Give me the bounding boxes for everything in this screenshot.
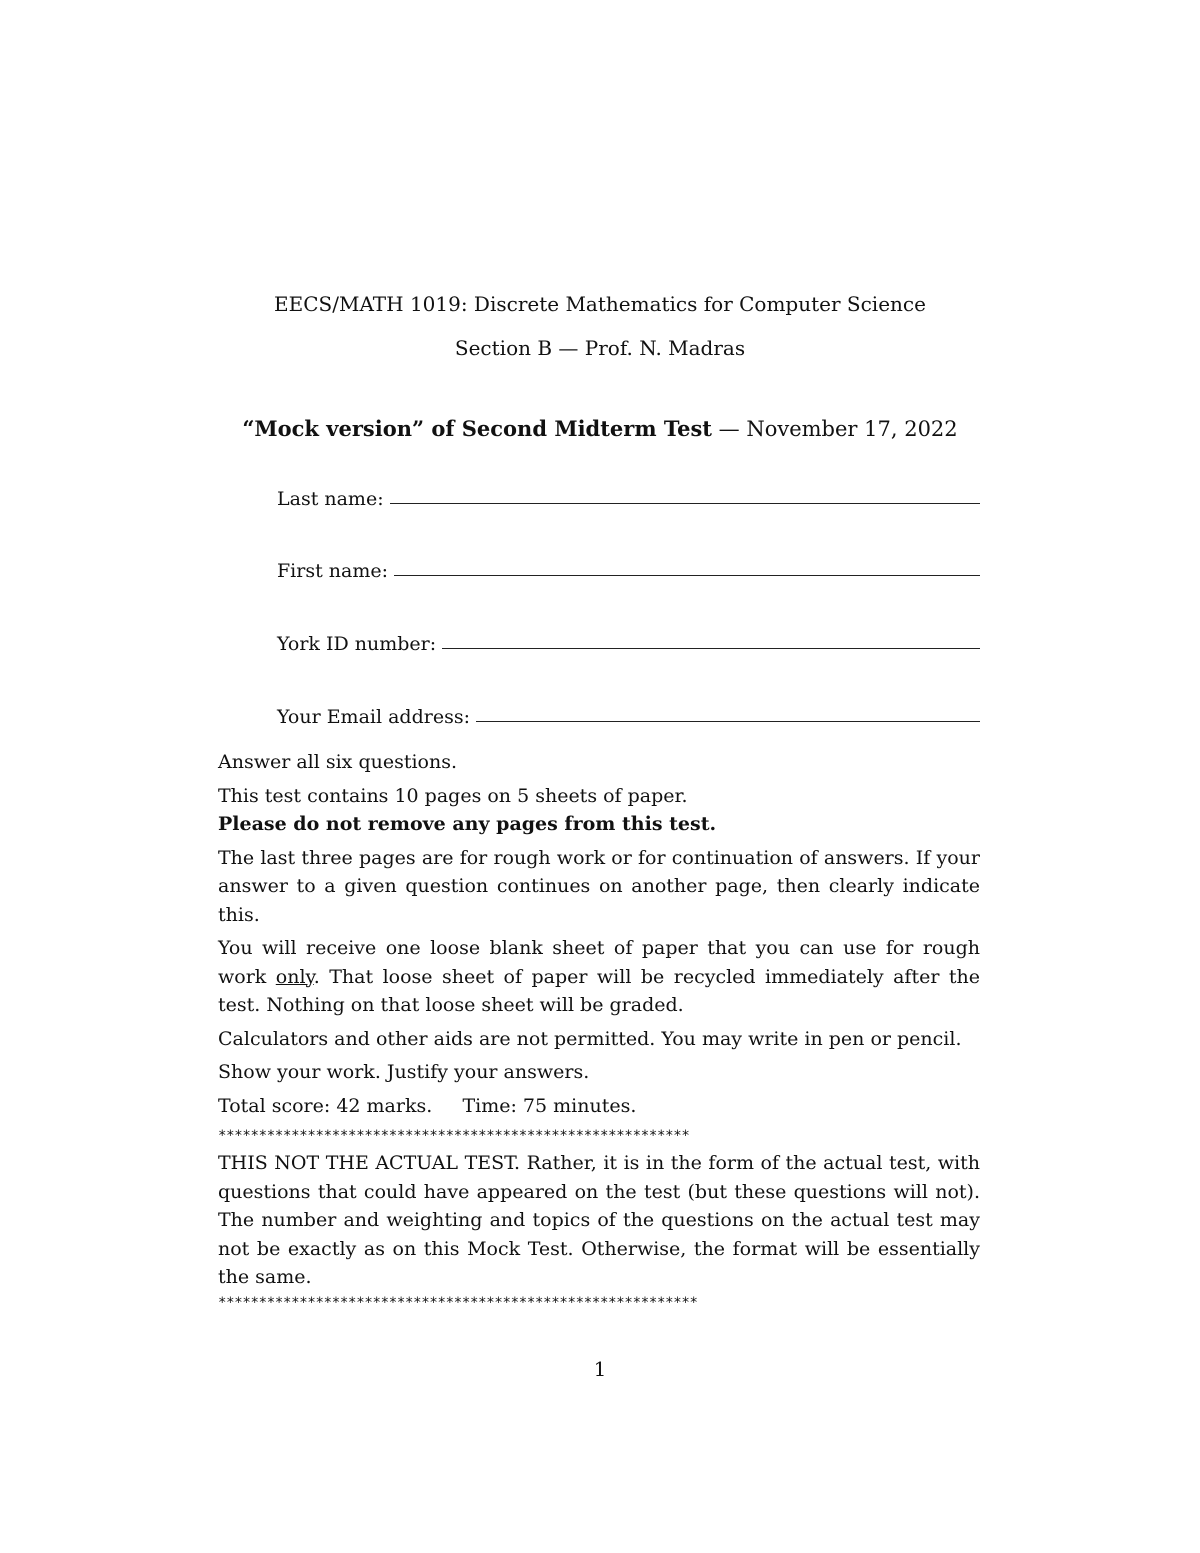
loose-sheet-text-start: You will receive one loose blank sheet of paper that you can use for rough work (218, 937, 980, 988)
last-name-field[interactable] (277, 482, 980, 510)
stars-divider-top: ********************************************************** (218, 1128, 690, 1144)
pages-info-text: This test contains 10 pages on 5 sheets of paper. (218, 784, 688, 807)
test-title (0, 416, 1200, 441)
rough-work-text: The last three pages are for rough work or for continuation of answers. If your answer to a given question continues on another page, then clearly indicate this. (218, 846, 980, 926)
last-name-blank[interactable] (390, 502, 980, 504)
stars-divider-bottom: *********************************************************** (218, 1294, 698, 1311)
score-time-paragraph (218, 1092, 980, 1121)
last-name-label: Last name: (277, 488, 384, 510)
mock-notice-text: THIS NOT THE ACTUAL TEST. Rather, it is in the form of the actual test, with questions that could have appeared on the test (but these questions will not). The number and weighting and topics of the questions on the actual test may not be exactly as on this Mock Test. Otherwise, the format will be essentially the same. (218, 1152, 980, 1288)
instructions-block (218, 748, 980, 1316)
total-score-text: Total score: 42 marks. (218, 1094, 433, 1117)
york-id-field[interactable] (277, 627, 980, 655)
course-title: EECS/MATH 1019: Discrete Mathematics for Computer Science (274, 292, 926, 316)
do-not-remove-text: Please do not remove any pages from this test. (218, 813, 717, 835)
answer-all-text: Answer all six questions. (218, 751, 458, 773)
show-work-text: Show your work. Justify your answers. (218, 1061, 590, 1083)
calculators-text: Calculators and other aids are not permitted. You may write in pen or pencil. (218, 1027, 962, 1050)
email-label: Your Email address: (277, 706, 470, 728)
loose-sheet-paragraph (218, 934, 980, 1020)
first-name-blank[interactable] (394, 574, 980, 576)
test-title-bold: “Mock version” of Second Midterm Test (242, 416, 712, 441)
first-name-label: First name: (277, 560, 388, 582)
email-field[interactable] (277, 700, 980, 728)
page-number: 1 (593, 1357, 607, 1381)
first-name-field[interactable] (277, 554, 980, 582)
test-title-date: — November 17, 2022 (711, 417, 958, 441)
time-text: Time: 75 minutes. (462, 1094, 637, 1117)
do-not-remove-paragraph (218, 810, 980, 839)
loose-sheet-text-end: . That loose sheet of paper will be recycled immediately after the test. Nothing on that loose sheet will be graded. (218, 965, 980, 1016)
york-id-blank[interactable] (442, 647, 980, 649)
loose-sheet-underlined: only (275, 965, 314, 988)
section-line: Section B — Prof. N. Madras (454, 336, 746, 360)
york-id-label: York ID number: (277, 633, 437, 655)
email-blank[interactable] (476, 720, 980, 722)
